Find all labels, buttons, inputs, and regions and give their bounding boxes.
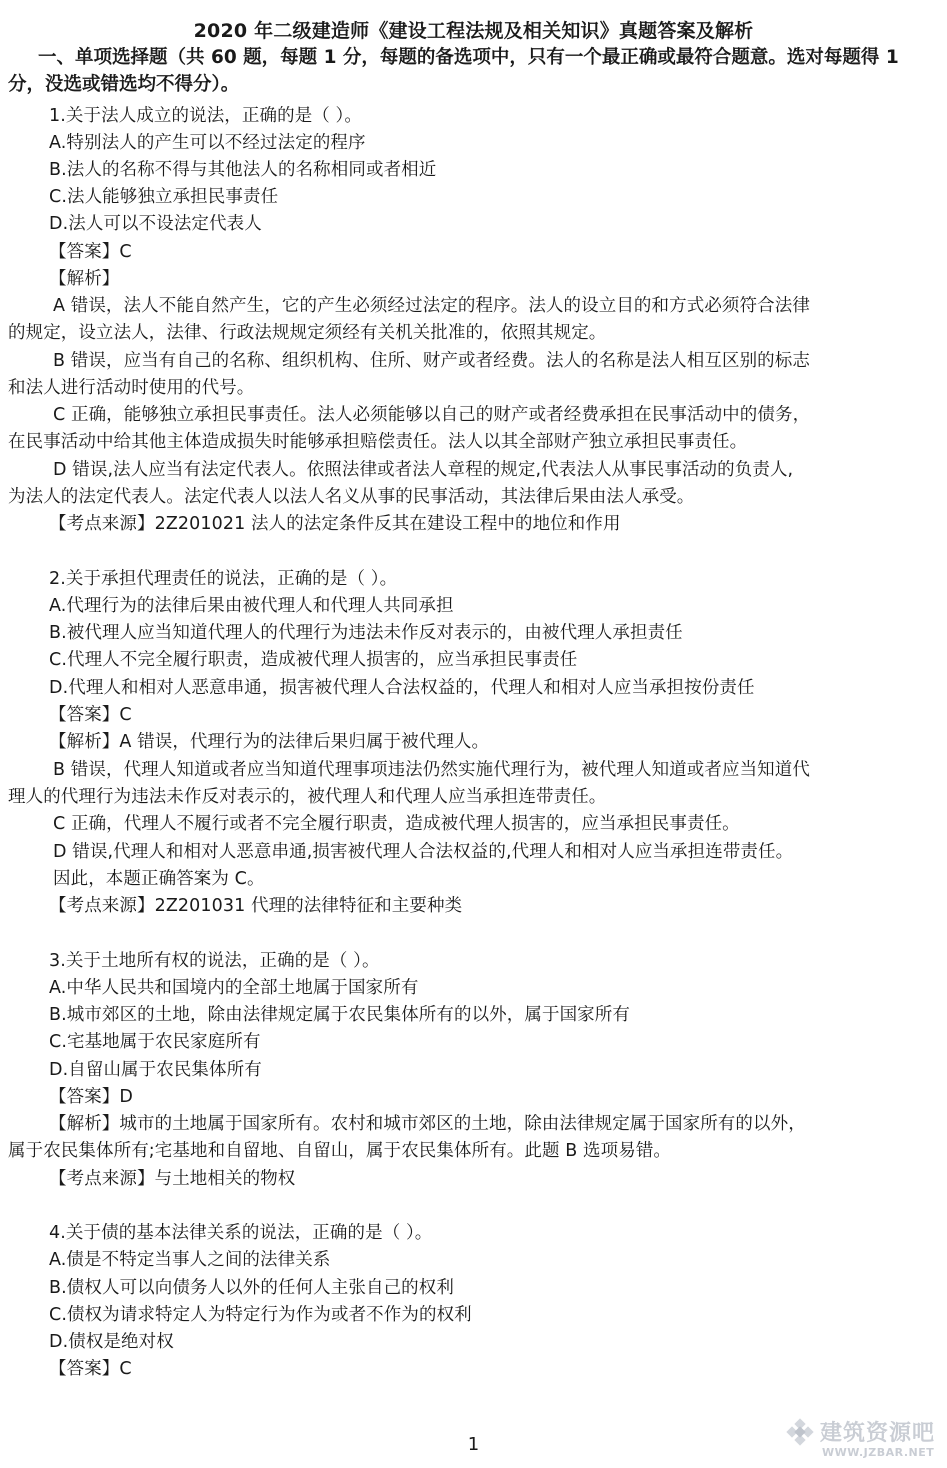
question-1-analysis-a-line1: A 错误，法人不能自然产生，它的产生必须经过法定的程序。法人的设立目的和方式必须符合法律 [53, 296, 810, 316]
question-2-analysis-a: 【解析】A 错误，代理行为的法律后果归属于被代理人。 [49, 732, 490, 752]
question-1-option-d: D.法人可以不设法定代表人 [49, 214, 262, 234]
question-2-option-a: A.代理行为的法律后果由被代理人和代理人共同承担 [49, 596, 454, 616]
question-2-option-c: C.代理人不完全履行职责，造成被代理人损害的，应当承担民事责任 [49, 650, 578, 670]
question-1-analysis-c-line2: 在民事活动中给其他主体造成损失时能够承担赔偿责任。法人以其全部财产独立承担民事责任。 [8, 432, 748, 452]
question-2-answer: 【答案】C [49, 705, 132, 725]
question-2-analysis-d: D 错误,代理人和相对人恶意串通,损害被代理人合法权益的,代理人和相对人应当承担连带责任。 [53, 842, 794, 862]
question-4-option-a: A.债是不特定当事人之间的法律关系 [49, 1250, 331, 1270]
question-1-analysis-a-line2: 的规定，设立法人，法律、行政法规规定须经有关机关批准的，依照其规定。 [8, 323, 607, 343]
question-3-option-d: D.自留山属于农民集体所有 [49, 1060, 262, 1080]
question-3-analysis-line2: 属于农民集体所有;宅基地和自留地、自留山，属于农民集体所有。此题 B 选项易错。 [8, 1141, 672, 1161]
question-2-option-d: D.代理人和相对人恶意串通，损害被代理人合法权益的，代理人和相对人应当承担按份责任 [49, 678, 755, 698]
question-1-option-c: C.法人能够独立承担民事责任 [49, 187, 279, 207]
question-1-analysis-c-line1: C 正确，能够独立承担民事责任。法人必须能够以自己的财产或者经费承担在民事活动中的债务， [53, 405, 811, 425]
page-number: 1 [467, 1434, 480, 1455]
question-2-analysis-b-line1: B 错误，代理人知道或者应当知道代理事项违法仍然实施代理行为，被代理人知道或者应当知道代 [53, 760, 810, 780]
diamond-logo-icon [782, 1418, 818, 1454]
question-1-source: 【考点来源】2Z201021 法人的法定条件反其在建设工程中的地位和作用 [49, 514, 621, 534]
question-3-option-c: C.宅基地属于农民家庭所有 [49, 1032, 261, 1052]
question-2-option-b: B.被代理人应当知道代理人的代理行为违法未作反对表示的，由被代理人承担责任 [49, 623, 683, 643]
question-1-analysis-d-line2: 为法人的法定代表人。法定代表人以法人名义从事的民事活动，其法律后果由法人承受。 [8, 487, 695, 507]
question-4-stem: 4.关于债的基本法律关系的说法，正确的是（ ）。 [49, 1223, 433, 1243]
question-3-source: 【考点来源】与土地相关的物权 [49, 1169, 296, 1189]
question-4-option-c: C.债权为请求特定人为特定行为作为或者不作为的权利 [49, 1305, 472, 1325]
question-2-source: 【考点来源】2Z201031 代理的法律特征和主要种类 [49, 896, 463, 916]
question-3-answer: 【答案】D [49, 1087, 133, 1107]
question-2-analysis-c: C 正确，代理人不履行或者不完全履行职责，造成被代理人损害的，应当承担民事责任。 [53, 814, 740, 834]
question-3-option-b: B.城市郊区的土地，除由法律规定属于农民集体所有的以外，属于国家所有 [49, 1005, 630, 1025]
question-1-analysis-label: 【解析】 [49, 269, 120, 289]
watermark-text: 建筑资源吧 [820, 1421, 936, 1446]
question-1-answer: 【答案】C [49, 242, 132, 262]
question-2-analysis-b-line2: 理人的代理行为违法未作反对表示的，被代理人和代理人应当承担连带责任。 [8, 787, 607, 807]
question-1-stem: 1.关于法人成立的说法，正确的是（ ）。 [49, 106, 363, 126]
question-1-analysis-b-line1: B 错误，应当有自己的名称、组织机构、住所、财产或者经费。法人的名称是法人相互区别的标志 [53, 351, 810, 371]
watermark-url: WWW.JZBAR.NET [822, 1446, 935, 1459]
question-4-option-b: B.债权人可以向债务人以外的任何人主张自己的权利 [49, 1278, 454, 1298]
question-4-option-d: D.债权是绝对权 [49, 1332, 174, 1352]
question-3-stem: 3.关于土地所有权的说法，正确的是（ ）。 [49, 951, 380, 971]
site-watermark [782, 1412, 947, 1468]
document-title: 2020 年二级建造师《建设工程法规及相关知识》真题答案及解析 [193, 20, 754, 42]
question-4-answer: 【答案】C [49, 1359, 132, 1379]
question-3-option-a: A.中华人民共和国境内的全部土地属于国家所有 [49, 978, 419, 998]
question-2-stem: 2.关于承担代理责任的说法，正确的是（ ）。 [49, 569, 398, 589]
question-2-conclusion: 因此，本题正确答案为 C。 [53, 869, 265, 889]
question-1-analysis-d-line1: D 错误,法人应当有法定代表人。依照法律或者法人章程的规定,代表法人从事民事活动的负责人, [53, 460, 794, 480]
question-1-option-a: A.特别法人的产生可以不经过法定的程序 [49, 133, 366, 153]
question-1-option-b: B.法人的名称不得与其他法人的名称相同或者相近 [49, 160, 437, 180]
question-3-analysis-line1: 【解析】城市的土地属于国家所有。农村和城市郊区的土地，除由法律规定属于国家所有的以外， [49, 1114, 806, 1134]
question-1-analysis-b-line2: 和法人进行活动时使用的代号。 [8, 378, 255, 398]
section-heading: 一、单项选择题（共 60 题，每题 1 分，每题的备选项中，只有一个最正确或最符合题意。选对每题得 1 分，没选或错选均不得分）。 [8, 47, 899, 95]
